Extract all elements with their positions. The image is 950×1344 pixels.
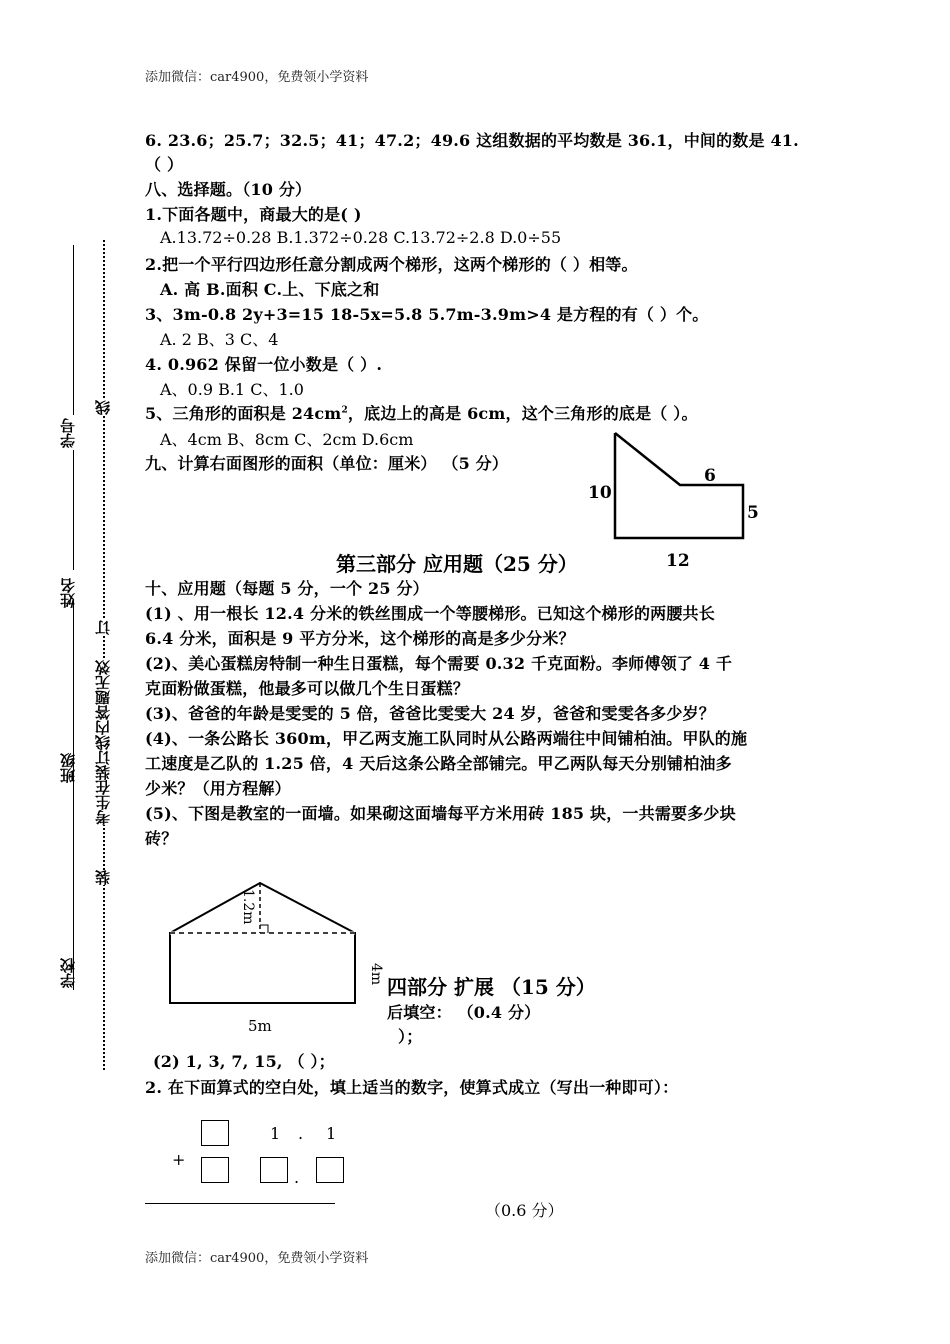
judge-q6: 6. 23.6；25.7；32.5；41；47.2；49.6 这组数据的平均数是 36.1，中间的数是 41. — [145, 131, 799, 150]
part4-q1: 后填空： （0.4 分） — [387, 1003, 541, 1022]
choice-q3-options: A. 2 B、3 C、4 — [160, 330, 279, 349]
problem-4-line3: 少米？（用方程解） — [145, 779, 291, 798]
part4-q1-line1: ）； — [398, 1027, 423, 1046]
fill-line — [73, 450, 74, 570]
part4-score: （0.6 分） — [485, 1201, 564, 1220]
choice-q2-options: A. 高 B.面积 C.上、下底之和 — [160, 280, 380, 299]
choice-q1: 1.下面各题中，商最大的是( ) — [145, 205, 362, 224]
wall-rectangle — [170, 933, 355, 1003]
problem-1-line2: 6.4 分米，面积是 9 平方分米，这个梯形的高是多少分米？ — [145, 629, 575, 648]
wall-height-label: 1.2m — [240, 889, 256, 925]
wall-side-label: 4m — [368, 963, 384, 986]
binding-warning: 考生在装订线内答题无效 — [94, 660, 112, 825]
choice-q4-options: A、0.9 B.1 C、1.0 — [160, 380, 304, 399]
digit-box[interactable] — [201, 1157, 229, 1183]
choice-q1-options: A.13.72÷0.28 B.1.372÷0.28 C.13.72÷2.8 D.0÷55 — [160, 228, 562, 247]
digit-box[interactable] — [201, 1120, 229, 1146]
part3-title: 第三部分 应用题（25 分） — [336, 552, 578, 576]
digit-one-a: 1 — [270, 1124, 281, 1143]
footer-note: 添加微信：car4900，免费领小学资料 — [145, 1251, 369, 1266]
decimal-point: . — [294, 1168, 300, 1187]
ding-label: 订 — [94, 620, 112, 635]
school-label: 学校 — [59, 958, 77, 988]
digit-box[interactable] — [316, 1157, 344, 1183]
choice-q5-part2: ，底边上的高是 6cm，这个三角形的底是（ ）。 — [347, 404, 698, 423]
area-title: 九、计算右面图形的面积（单位：厘米） （5 分） — [145, 454, 509, 473]
xian-label: 线 — [94, 400, 112, 415]
choice-q5-part1: 5、三角形的面积是 24cm — [145, 404, 342, 423]
area-label-right: 5 — [747, 503, 759, 523]
part4-title: 四部分 扩展 （15 分） — [387, 975, 596, 999]
digit-one-b: 1 — [326, 1124, 337, 1143]
fill-line — [73, 600, 74, 990]
digit-box[interactable] — [260, 1157, 288, 1183]
area-label-bottom: 12 — [666, 551, 690, 571]
problem-5-line1: (5)、下图是教室的一面墙。如果砌这面墙每平方米用砖 185 块，一共需要多少块 — [145, 804, 736, 823]
choice-q4: 4. 0.962 保留一位小数是（ ）. — [145, 355, 383, 374]
choice-title: 八、选择题。（10 分） — [145, 180, 312, 199]
part3-subtitle: 十、应用题（每题 5 分，一个 25 分） — [145, 579, 429, 598]
part3-title-wrap — [336, 548, 577, 574]
choice-q5-superscript: 2 — [341, 405, 348, 416]
class-label: 班级 — [59, 753, 77, 783]
part4-q1-line2: (2) 1, 3, 7, 15, （ ）； — [153, 1052, 335, 1071]
number-label: 学号 — [59, 418, 77, 448]
wall-base-label: 5m — [248, 1017, 272, 1035]
fill-line — [73, 245, 74, 415]
choice-q5 — [145, 401, 698, 424]
binding-dotted-line — [103, 240, 105, 1070]
zhuang-label: 装 — [94, 870, 112, 885]
choice-q2: 2.把一个平行四边形任意分割成两个梯形，这两个梯形的（ ）相等。 — [145, 255, 638, 274]
area-label-top: 6 — [704, 466, 716, 486]
area-figure — [580, 425, 765, 575]
area-shape — [615, 433, 743, 538]
wall-figure — [160, 875, 384, 1045]
name-label: 姓名 — [59, 578, 77, 608]
problem-2-line1: (2)、美心蛋糕房特制一种生日蛋糕，每个需要 0.32 千克面粉。李师傅领了 4 千 — [145, 654, 733, 673]
choice-q5-options: A、4cm B、8cm C、2cm D.6cm — [160, 430, 414, 449]
header-note: 添加微信：car4900，免费领小学资料 — [145, 70, 369, 85]
problem-4-line2: 工速度是乙队的 1.25 倍，4 天后这条公路全部铺完。甲乙两队每天分别铺柏油多 — [145, 754, 732, 773]
problem-2-line2: 克面粉做蛋糕，他最多可以做几个生日蛋糕？ — [145, 679, 470, 698]
problem-4-line1: (4)、一条公路长 360m，甲乙两支施工队同时从公路两端往中间铺柏油。甲队的施 — [145, 729, 748, 748]
part4-q2: 2. 在下面算式的空白处，填上适当的数字，使算式成立（写出一种即可）： — [145, 1078, 679, 1097]
choice-q3: 3、3m-0.8 2y+3=15 18-5x=5.8 5.7m-3.9m>4 是方程的有（ ）个。 — [145, 305, 709, 324]
problem-5-line2: 砖？ — [145, 829, 178, 848]
sum-line — [145, 1203, 335, 1204]
problem-1-line1: (1) 、用一根长 12.4 分米的铁丝围成一个等腰梯形。已知这个梯形的两腰共长 — [145, 604, 715, 623]
plus-sign: + — [172, 1150, 186, 1169]
area-label-left: 10 — [588, 483, 612, 503]
problem-3: (3)、爸爸的年龄是雯雯的 5 倍，爸爸比雯雯大 24 岁，爸爸和雯雯各多少岁？ — [145, 704, 715, 723]
judge-q6-bracket: （ ） — [145, 155, 184, 174]
decimal-point: . — [298, 1124, 304, 1143]
